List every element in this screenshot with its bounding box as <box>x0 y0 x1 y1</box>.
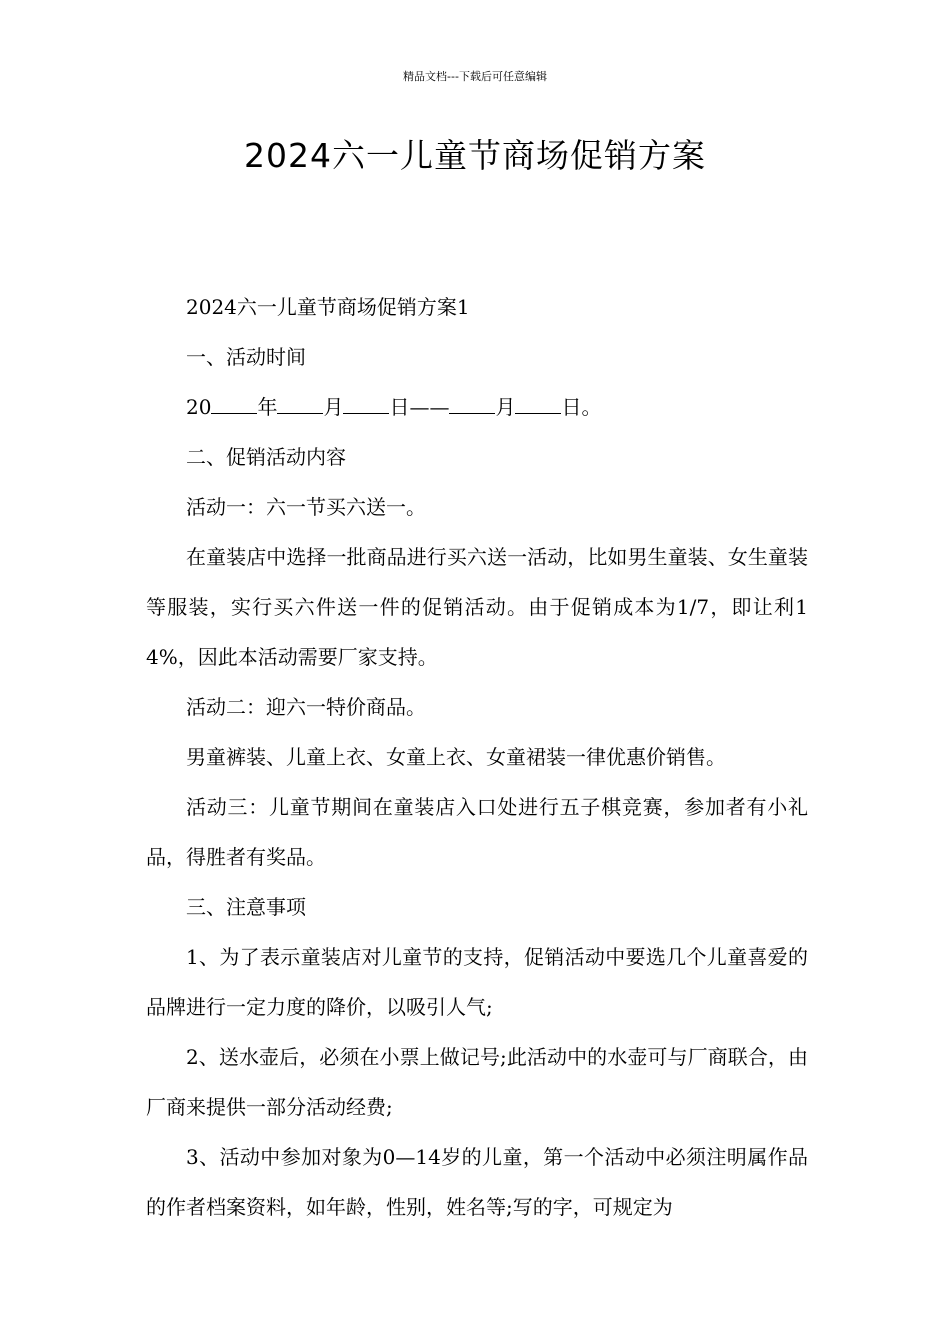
header-note: 精品文档---下载后可任意编辑 <box>403 70 547 83</box>
date-sep-year: 年 <box>257 395 278 419</box>
document-body <box>146 282 808 1232</box>
date-sep-day-start: 日—— <box>389 395 450 419</box>
date-sep-month-start: 月 <box>323 395 344 419</box>
document-title: 2024六一儿童节商场促销方案 <box>244 136 706 175</box>
paragraph-activity-one-detail: 在童装店中选择一批商品进行买六送一活动，比如男生童装、女生童装等服装，实行买六件送一件的促销活动。由于促销成本为1/7，即让利14%，因此本活动需要厂家支持。 <box>146 545 808 669</box>
paragraph-activity-two: 活动二：迎六一特价商品。 <box>186 695 426 719</box>
date-sep-day-end: 日。 <box>561 395 602 419</box>
paragraph-subtitle: 2024六一儿童节商场促销方案1 <box>186 295 470 319</box>
blank-day-start <box>343 393 389 414</box>
blank-year <box>211 393 257 414</box>
blank-day-end <box>515 393 561 414</box>
paragraph-note-3: 3、活动中参加对象为0—14岁的儿童，第一个活动中必须注明属作品的作者档案资料，如年龄，性别，姓名等;写的字，可规定为 <box>146 1145 808 1219</box>
heading-promotion-content: 二、促销活动内容 <box>186 445 346 469</box>
date-prefix: 20 <box>186 395 212 419</box>
paragraph-activity-three: 活动三：儿童节期间在童装店入口处进行五子棋竞赛，参加者有小礼品，得胜者有奖品。 <box>146 795 808 869</box>
paragraph-activity-one: 活动一：六一节买六送一。 <box>186 495 426 519</box>
paragraph-date-line <box>146 382 808 432</box>
heading-notes: 三、注意事项 <box>186 895 306 919</box>
heading-activity-time: 一、活动时间 <box>186 345 306 369</box>
paragraph-activity-two-detail: 男童裤装、儿童上衣、女童上衣、女童裙装一律优惠价销售。 <box>186 745 726 769</box>
blank-month-start <box>277 393 323 414</box>
date-sep-month-end: 月 <box>495 395 516 419</box>
paragraph-note-2: 2、送水壶后，必须在小票上做记号;此活动中的水壶可与厂商联合，由厂商来提供一部分活动经费; <box>146 1045 808 1119</box>
paragraph-note-1: 1、为了表示童装店对儿童节的支持，促销活动中要选几个儿童喜爱的品牌进行一定力度的降价，以吸引人气; <box>146 945 808 1019</box>
blank-month-end <box>449 393 495 414</box>
